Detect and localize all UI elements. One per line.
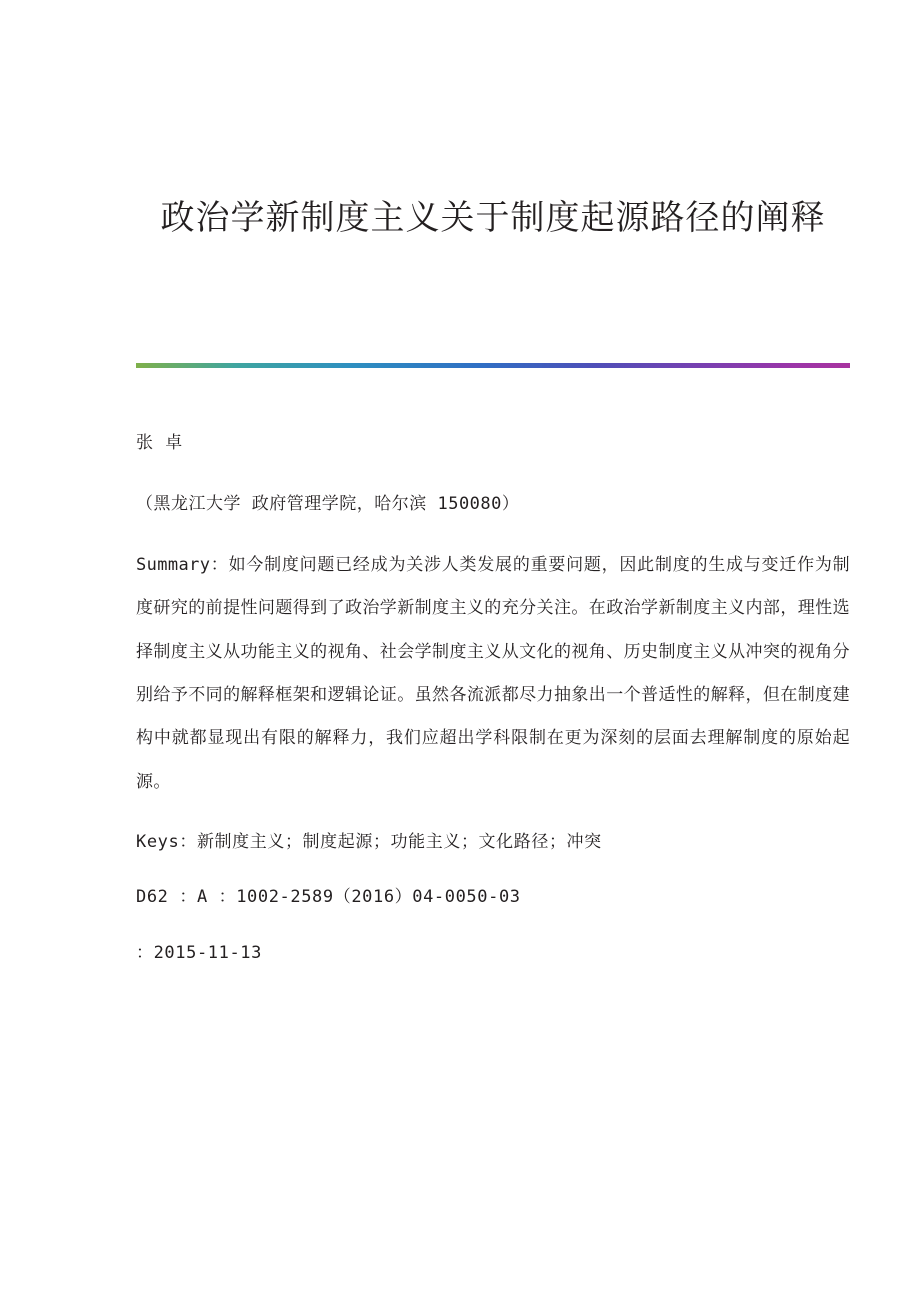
author-name: 张 卓 [136, 432, 184, 453]
received-date-line: ：2015-11-13 [136, 942, 262, 963]
keywords-line: Keys：新制度主义；制度起源；功能主义；文化路径；冲突 [136, 832, 602, 853]
page-title: 政治学新制度主义关于制度起源路径的阐释 [160, 198, 826, 238]
document-content [136, 0, 850, 972]
author-affiliation: （黑龙江大学 政府管理学院，哈尔滨 150080） [136, 493, 520, 514]
color-divider [136, 363, 850, 368]
abstract-paragraph: Summary：如今制度问题已经成为关涉人类发展的重要问题，因此制度的生成与变迁作为制度研究的前提性问题得到了政治学新制度主义的充分关注。在政治学新制度主义内部，理性选择制度主义从功能主义的视角、社会学制度主义从文化的视角、历史制度主义从冲突的视角分别给予不同的解释框架和逻辑论证。虽然各流派都尽力抽象出一个普适性的解释，但在制度建构中就都显现出有限的解释力，我们应超出学科限制在更为深刻的层面去理解制度的原始起源。 [136, 554, 850, 792]
classification-line: D62 ：A ：1002-2589（2016）04-0050-03 [136, 887, 521, 908]
